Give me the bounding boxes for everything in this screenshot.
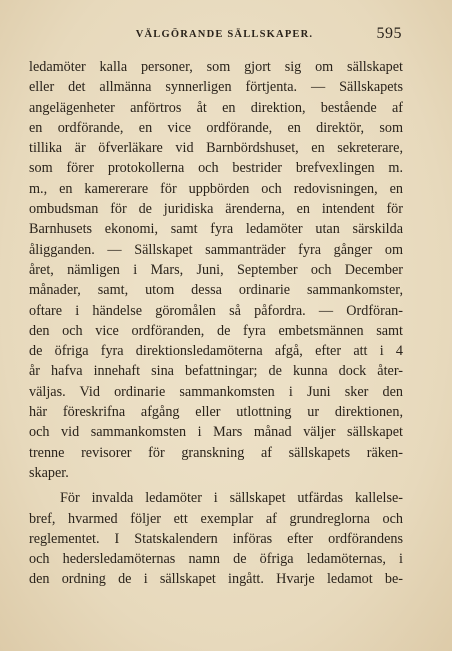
body-text bbox=[29, 57, 403, 590]
text-line: månader, samt, utom dessa ordinarie sammankomster, bbox=[29, 282, 403, 299]
text-line: åligganden. — Sällskapet sammanträder fyra gånger om bbox=[29, 241, 403, 258]
text-line: som förer protokollerna och bestrider brefvexlingen m. bbox=[29, 160, 403, 177]
text-line: ombudsman för de juridiska ärenderna, en intendent för bbox=[29, 201, 403, 218]
text-line: väljas. Vid ordinarie sammankomsten i Juni sker den bbox=[29, 383, 403, 400]
running-head bbox=[29, 25, 400, 45]
text-line: och hedersledamöternas namn de öfriga ledamöternas, i bbox=[29, 551, 403, 568]
text-line: skaper. bbox=[29, 464, 69, 481]
text-line: reglementet. I Statskalendern införas efter ordförandens bbox=[29, 530, 403, 547]
text-line: och vid sammankomsten i Mars månad väljer sällskapet bbox=[29, 424, 403, 441]
page-number: 595 bbox=[376, 25, 402, 42]
text-line: Barnhusets ekonomi, samt fyra ledamöter utan särskilda bbox=[29, 221, 403, 238]
text-line: den och vice ordföranden, de fyra embetsmännen samt bbox=[29, 322, 403, 339]
text-line: den ordning de i sällskapet ingått. Hvarje ledamot be- bbox=[29, 571, 403, 588]
running-title: VÄLGÖRANDE SÄLLSKAPER. bbox=[135, 29, 314, 40]
text-line: här föreskrifna afgång eller utlottning ur direktionen, bbox=[29, 404, 403, 421]
paragraph-1 bbox=[29, 57, 403, 483]
text-line: För invalda ledamöter i sällskapet utfärdas kallelse- bbox=[60, 490, 403, 507]
text-line: angelägenheter anförtros åt en direktion, bestående af bbox=[29, 99, 403, 116]
text-line: eller det allmänna synnerligen förtjenta. — Sällskapets bbox=[29, 79, 403, 96]
text-line: ledamöter kalla personer, som gjort sig om sällskapet bbox=[29, 59, 403, 75]
text-line: bref, hvarmed följer ett exemplar af grundreglorna och bbox=[29, 510, 403, 527]
text-line: tillika är öfverläkare vid Barnbördshuset, en sekreterare, bbox=[29, 140, 403, 157]
text-line: en ordförande, en vice ordförande, en direktör, som bbox=[29, 119, 403, 136]
text-line: oftare i händelse göromålen så påfordra. — Ordföran- bbox=[29, 302, 403, 319]
text-line: de öfriga fyra direktionsledamöterna afgå, efter att i 4 bbox=[29, 343, 403, 360]
text-line: år hafva innehaft sina befattningar; de kunna dock åter- bbox=[29, 363, 403, 380]
paragraph-2 bbox=[29, 488, 403, 589]
text-line: året, nämligen i Mars, Juni, September och December bbox=[29, 261, 403, 278]
text-line: trenne revisorer för granskning af sällskapets räken- bbox=[29, 444, 403, 461]
text-line: m., en kamererare för uppbörden och redovisningen, en bbox=[29, 180, 403, 197]
